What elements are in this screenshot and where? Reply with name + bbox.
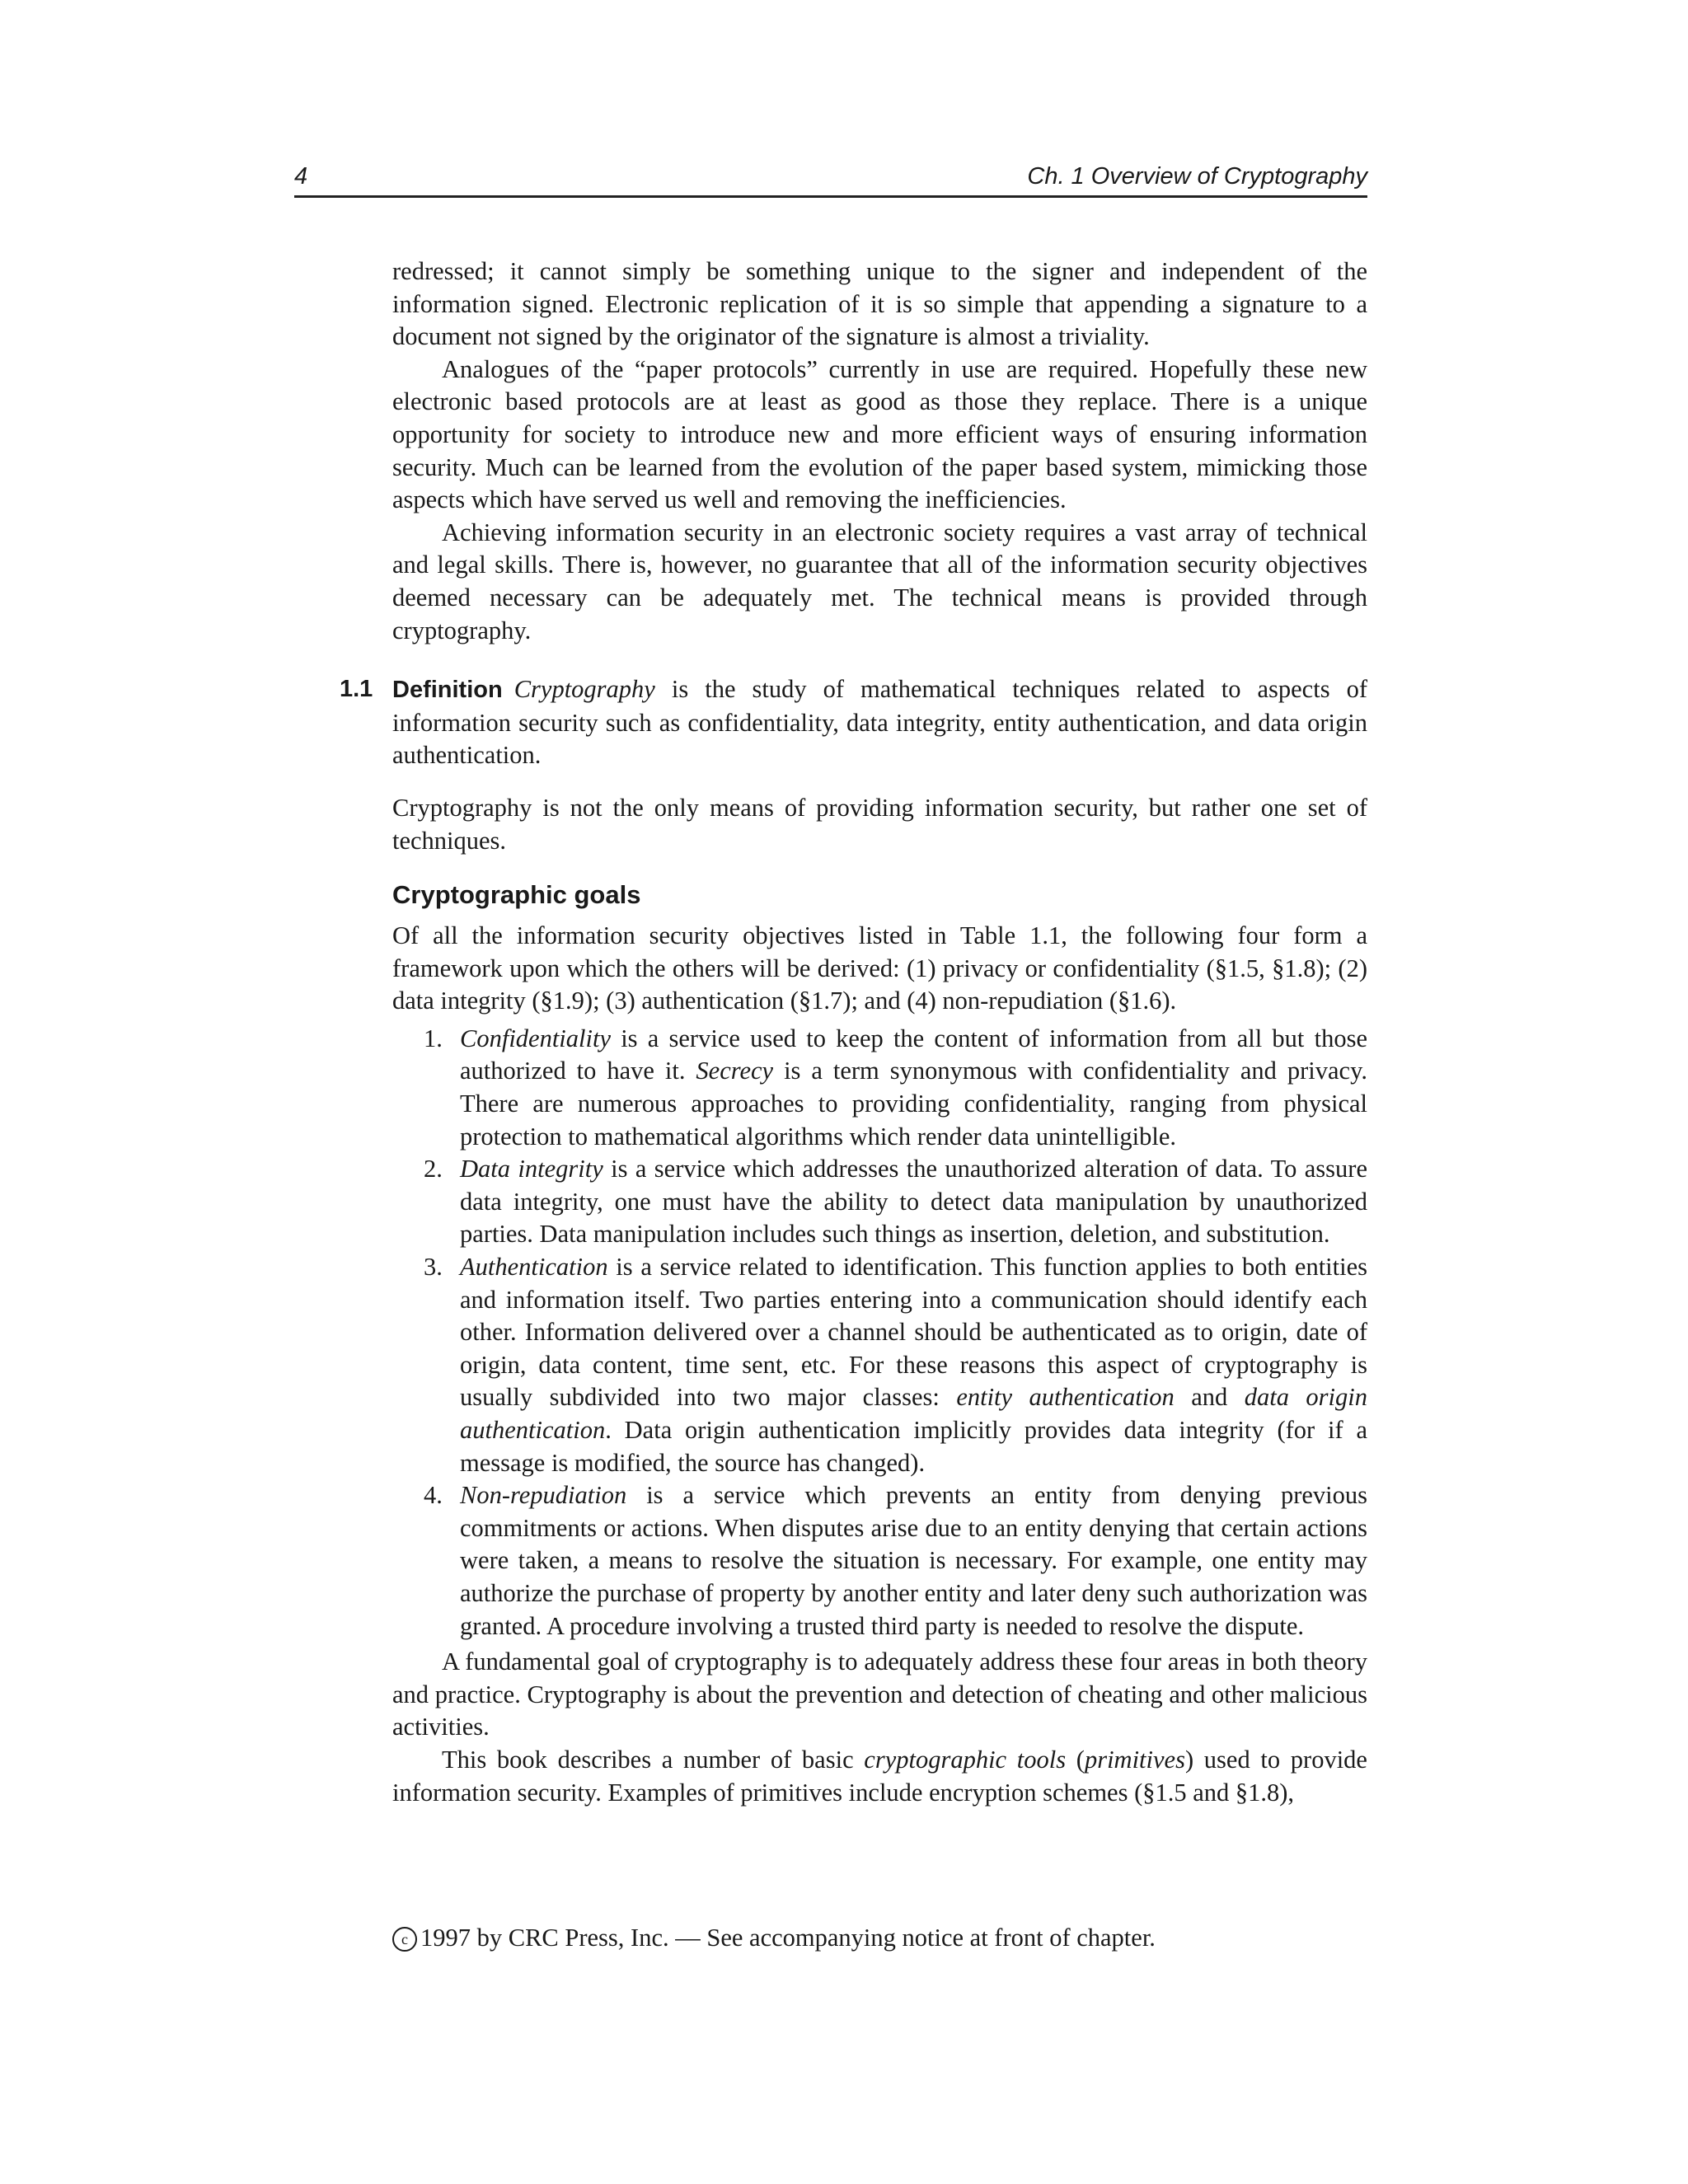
copyright-icon: c: [392, 1927, 417, 1952]
list-item: [392, 1023, 1367, 1153]
goal-term: Authentication: [460, 1253, 608, 1282]
copyright-text: 1997 by CRC Press, Inc. — See accompanying notice at front of chapter.: [420, 1924, 1156, 1952]
goal-text: is a service used to keep the content of information from all but those authorized to have it.: [460, 1024, 1367, 1085]
list-item: [392, 1251, 1367, 1479]
paragraph-3: Achieving information security in an electronic society requires a vast array of technical and legal skills. There is, however, no guarantee that all of the information security objectives deemed necessary can be adequately met. The technical means is provided through cryptography.: [392, 518, 1367, 644]
closing-term: primitives: [1084, 1745, 1185, 1774]
definition-label: Definition: [392, 677, 503, 704]
definition-1-1: [340, 673, 1367, 772]
goals-intro: Of all the information security objectives listed in Table 1.1, the following four form a framework upon which the others will be derived: (1) privacy or confidentiality (§1.5, §1.8); (2) data integrity (§1.9); (3) authentication (§1.7); and (4) non-repudiation (§1.6).: [392, 921, 1367, 1015]
paragraph-2: Analogues of the “paper protocols” currently in use are required. Hopefully these new electronic based protocols are at least as good as those they replace. There is a unique opportunity for society to introduce new and more efficient ways of ensuring information security. Much can be learned from the evolution of the paper based system, mimicking those aspects which have served us well and removing the inefficiencies.: [392, 354, 1367, 514]
closing-text: (: [1066, 1745, 1085, 1774]
main-text: [340, 255, 1367, 1809]
paragraph-after-definition: Cryptography is not the only means of providing information security, but rather one set of techniques.: [392, 793, 1367, 855]
list-item-number: 2.: [424, 1155, 443, 1183]
paragraph-1: redressed; it cannot simply be something unique to the signer and independent of the information signed. Electronic replication of it is so simple that appending a signature to a document not signed by the originator of the signature is almost a triviality.: [392, 257, 1367, 351]
goal-text: is a service which addresses the unauthorized alteration of data. To assure data integrity, one must have the ability to detect data manipulation by unauthorized parties. Data manipulation includes such things as insertion, deletion, and substitution.: [460, 1155, 1367, 1249]
goal-text: . Data origin authentication implicitly provides data integrity (for if a message is modified, the source has changed).: [460, 1416, 1367, 1477]
goal-term: Data integrity: [460, 1155, 603, 1183]
goal-term: Non-repudiation: [460, 1481, 627, 1510]
goal-text: is a service related to identification. This function applies to both entities and information itself. Two parties entering into a communication should identify each other. Information delivered over a channel should be authenticated as to origin, date of origin, data content, time sent, etc. For these reasons this aspect of cryptography is usually subdivided into two major classes:: [460, 1253, 1367, 1412]
chapter-title: Ch. 1 Overview of Cryptography: [1027, 163, 1367, 190]
closing-paragraph-2: [392, 1744, 1367, 1809]
goal-term-secondary: entity authentication: [956, 1383, 1175, 1412]
goal-text: is a term synonymous with confidentiality and privacy. There are numerous approaches to providing confidentiality, ranging from physical protection to mathematical algorithms which render data unintelligible.: [460, 1057, 1367, 1151]
section-heading: Cryptographic goals: [392, 880, 641, 910]
definition-term: Cryptography: [513, 675, 655, 704]
goal-term-tertiary: data origin authentication: [460, 1383, 1367, 1444]
list-item-number: 1.: [424, 1024, 443, 1052]
closing-text: This book describes a number of basic: [442, 1745, 865, 1774]
goal-term: Confidentiality: [460, 1024, 611, 1052]
closing-term: cryptographic tools: [864, 1745, 1067, 1774]
list-item: [392, 1479, 1367, 1643]
list-item-number: 4.: [424, 1481, 443, 1510]
goals-list: [392, 1023, 1367, 1643]
closing-paragraph-1: A fundamental goal of cryptography is to adequately address these four areas in both theory and practice. Cryptography is about the prevention and detection of cheating and other malicious activities.: [392, 1647, 1367, 1741]
goal-term-secondary: Secrecy: [696, 1057, 774, 1085]
list-item-number: 3.: [424, 1253, 443, 1282]
page-number: 4: [294, 163, 308, 190]
goal-text: and: [1174, 1383, 1245, 1412]
goal-text: is a service which prevents an entity from denying previous commitments or actions. When disputes arise due to an entity denying that certain actions were taken, a means to resolve the situation is necessary. For example, one entity may authorize the purchase of property by another entity and later deny such authorization was granted. A procedure involving a trusted third party is needed to resolve the dispute.: [460, 1481, 1367, 1640]
copyright-footer: [392, 1921, 1156, 1954]
definition-text: is the study of mathematical techniques related to aspects of information security such as confidentiality, data integrity, entity authentication, and data origin authentication.: [392, 675, 1367, 770]
running-header: [294, 158, 1367, 198]
closing-text: ) used to provide information security. Examples of primitives include encryption schemes (§1.5 and §1.8),: [392, 1745, 1367, 1807]
list-item: [392, 1153, 1367, 1251]
definition-number: 1.1: [340, 676, 373, 703]
